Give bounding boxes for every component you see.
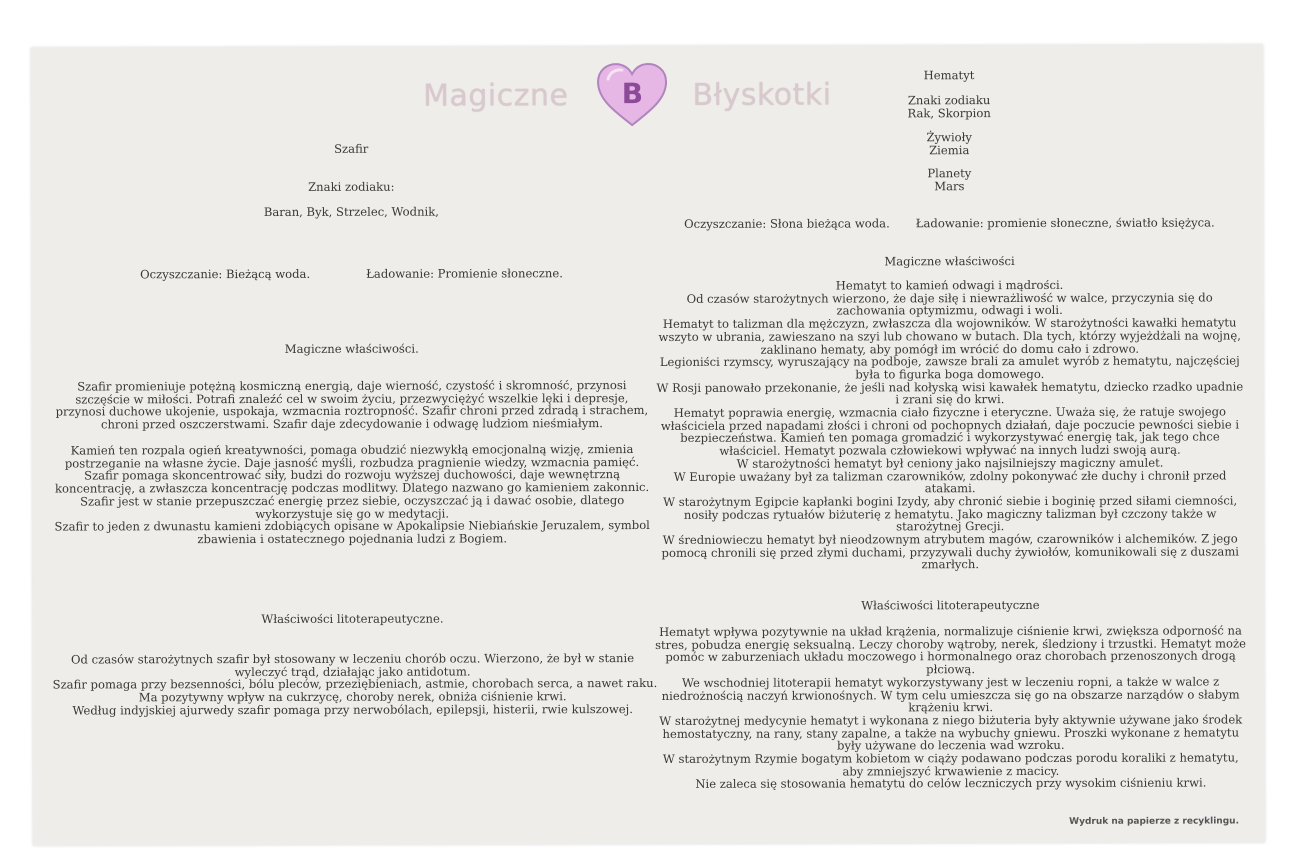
planets-label: Planety [927, 166, 972, 181]
elements-value: Ziemia [929, 142, 970, 157]
info-card [31, 44, 1265, 845]
right-elements [649, 130, 1249, 157]
right-header [649, 68, 1249, 82]
left-zodiac-value [51, 205, 651, 219]
stone-title: Hematyt [923, 68, 975, 83]
left-magic-text: Szafir promieniuje potężną kosmiczną energią, daje wierność, czystość i skromność, przynosi szczęście w miłości. Potrafi znaleźć cel w swoim życiu, przezwyciężyć wszelkie lęki i depresje, przynosi duchowe ukojenie, uspokaja, wzmacnia roztropność. Szafir chroni przed zdradą i strachem, chroni przed oszczerstwami. Szafir daje zdecydowanie i odwagę ludziom nieśmiałym. [55, 378, 649, 432]
right-cleaning-row [649, 216, 1249, 230]
right-magic-title [650, 254, 1250, 268]
right-lito-title [650, 598, 1250, 612]
section-title: Właściwości litoterapeutyczne [861, 597, 1040, 613]
logo-word-right: Błyskotki [692, 77, 832, 113]
charging-text: Ładowanie: promienie słoneczne, światło księżyca. [915, 215, 1215, 231]
footer-note: Wydruk na papierze z recyklingu. [1069, 816, 1240, 827]
planets-value: Mars [934, 178, 965, 193]
right-magic-text: Hematyt to kamień odwagi i mądrości. Od czasów starożytnych wierzono, że daje siłę i niewrażliwość w walce, przyczynia się do zachowania optymizmu, odwagi i woli. Hematyt to talizman dla mężczyzn, zwłaszcza dla wojowników. W starożytności kawałki hematytu wszyto w ubrania, zawieszano na szyi lub chowano w butach. Dla tych, którzy wyjeżdżali na wojnę, zaklinano hematy, aby pomógł im wrócić do domu cało i zdrowo. Legioniści rzymscy, wyruszający na podboje, zawsze brali za amulet wyrób z hematytu, najczęściej była to figurka boga domowego. W Rosji panowało przekonanie, że jeśli nad kołyską wisi kawałek hematytu, dziecko rzadko upadnie i zrani się do krwi. Hematyt poprawia energię, wzmacnia ciało fizyczne i eteryczne. Uważa się, że ratuje swojego właściciela przed napadami złości i chroni od pochopnych działań, daje poczucie pewności siebie i bezpieczeństwa. Kamień ten pomaga gromadzić i wykorzystywać energię tak, jak tego chce właściciel. Hematyt pozwala człowiekowi wpływać na innych ludzi swoją aurą. W starożytności hematyt był ceniony jako najsilniejszy magiczny amulet. W Europie uważany był za talizman czarowników, zdolny pokonywać złe duchy i chronił przed atakami. W starożytnym Egipcie kapłanki bogini Izydy, aby chronić siebie i boginię przed siłami ciemności, nosiły podczas rytuałów biżuterię z hematytu. Jako magiczny talizman był czczony także w starożytnej Grecji. W średniowieczu hematyt był nieodzownym atrybutem magów, czarowników i alchemików. Z jego pomocą chronili się przed złymi duchami, przyzywali duchy żywiołów, komunikowali się z duszami zmarłych. [656, 277, 1244, 572]
cleaning-text: Oczyszczanie: Bieżącą woda. [140, 266, 311, 282]
section-title: Właściwości litoterapeutyczne. [261, 611, 444, 627]
zodiac-label: Znaki zodiaku [907, 93, 991, 108]
logo-letter: B [621, 77, 644, 111]
zodiac-value: Rak, Skorpion [907, 105, 991, 121]
left-lito-title [52, 612, 652, 626]
cleaning-text: Oczyszczanie: Słona bieżąca woda. [684, 216, 890, 231]
zodiac-value: Baran, Byk, Strzelec, Wodnik, [263, 204, 439, 220]
stone-title: Szafir [334, 141, 369, 156]
left-zodiac [51, 180, 651, 194]
right-zodiac [649, 93, 1249, 120]
left-cleaning-row [52, 267, 652, 281]
right-lito-text: Hematyt wpływa pozytywnie na układ krążenia, normalizuje ciśnienie krwi, zwiększa odporność na stres, pobudza energię seksualną. Leczy choroby wątroby, nerek, śledziony i trzustki. Hematyt może pomóc w zaburzeniach układu moczowego i hormonalnego oraz chorobach przenoszonych drogą płciową. We wschodniej litoterapii hematyt wykorzystywany jest w leczeniu ropni, a także w walce z niedrożnością naczyń krwionośnych. W tym celu umieszcza się go na obszarze narządów o słabym krążeniu krwi. W starożytnej medycynie hematyt i wykonana z niego biżuteria były aktywnie używane jako środek hemostatyczny, na rany, stany zapalne, a także na wybuchy gniewu. Proszki wykonane z hematytu były używane do leczenia wad wzroku. W starożytnym Rzymie bogatym kobietom w ciąży podawano podczas porodu koraliki z hematytu, aby zmniejszyć krwawienie z macicy. Nie zaleca się stosowania hematytu do celów leczniczych przy wysokim ciśnieniu krwi. [655, 623, 1247, 792]
elements-label: Żywioły [926, 130, 972, 145]
section-title: Magiczne właściwości. [284, 341, 419, 356]
left-header [51, 142, 651, 156]
left-lito-text: Od czasów starożytnych szafir był stosowany w leczeniu chorób oczu. Wierzono, że był w stanie wyleczyć trąd, działając jako antidotum. Szafir pomaga przy bezsenności, bólu pleców, przeziębieniach, astmie, chorobach serca, a nawet raku. Ma pozytywny wpływ na cukrzycę, choroby nerek, obniża ciśnienie krwi. Według indyjskiej ajurwedy szafir pomaga przy nerwobólach, epilepsji, histerii, rwie kulszowej. [52, 651, 658, 718]
logo-word-left: Magiczne [423, 77, 569, 114]
charging-text: Ładowanie: Promienie słoneczne. [366, 266, 563, 281]
right-planets [649, 166, 1249, 193]
zodiac-label: Znaki zodiaku: [308, 179, 395, 194]
left-magic-title [52, 342, 652, 356]
section-title: Magiczne właściwości [884, 254, 1015, 269]
left-magic-text-2: Kamień ten rozpala ogień kreatywności, pomaga obudzić niezwykłą emocjonalną wizję, zmienia postrzeganie na własne życie. Daje jasność myśli, rozbudza pragnienie wiedzy, wzmacnia pamięć. Szafir pomaga skoncentrować siły, budzi do rozwoju wyższej duchowości, daje wewnętrzną koncentrację, a zwłaszcza koncentrację podczas modlitwy. Dlatego nazwano go kamieniem zakonnic. Szafir jest w stanie przepuszczać energię przez siebie, oczyszczać ją i dawać osobie, dlatego wykorzystuje się go w medytacji. Szafir to jeden z dwunastu kamieni zdobiących opisane w Apokalipsie Niebiańskie Jeruzalem, symbol zbawienia i ostatecznego pojednania ludzi z Bogiem. [54, 442, 650, 547]
